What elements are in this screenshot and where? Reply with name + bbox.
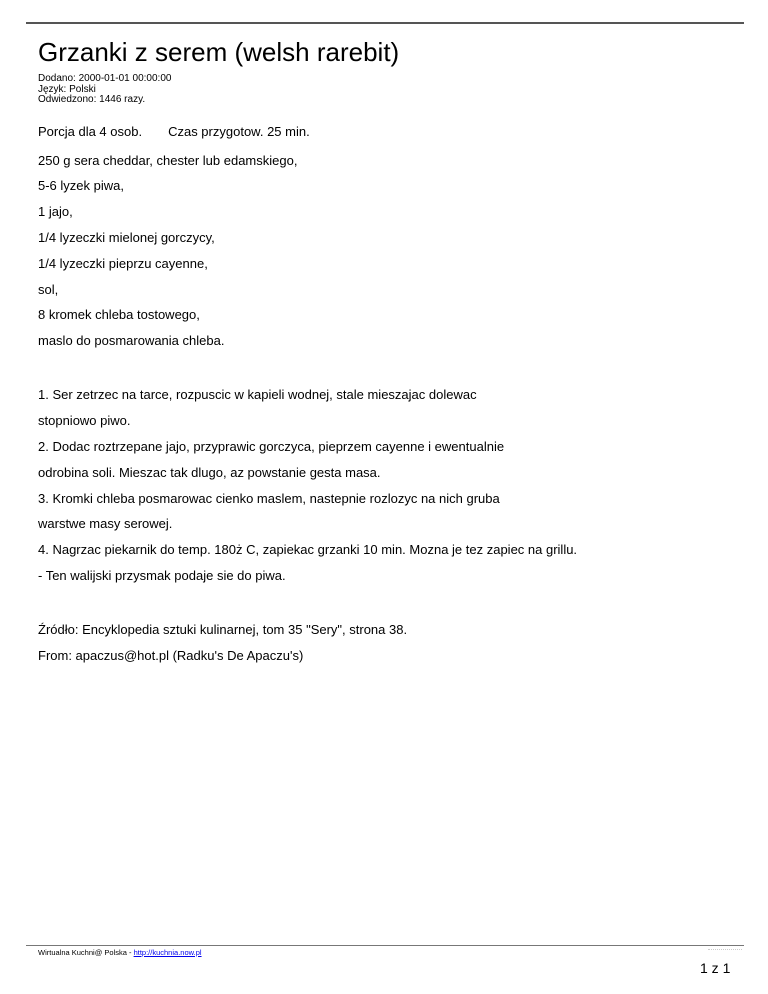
top-divider [26,22,744,24]
footer-site-name: Wirtualna Kuchni@ Polska - [38,948,134,957]
footer [38,948,202,957]
meta-visits: Odwiedzono: 1446 razy. [38,94,146,105]
recipe-meta [38,74,171,106]
ingredient-line: 1/4 lyzeczki mielonej gorczycy, [38,230,215,245]
ingredient-line: 250 g sera cheddar, chester lub edamskiego, [38,153,298,168]
step-line: 1. Ser zetrzec na tarce, rozpuscic w kapieli wodnej, stale mieszajac dolewac [38,387,477,402]
ingredient-line: maslo do posmarowania chleba. [38,333,225,348]
page-number: 1 z 1 [700,960,731,976]
footer-faint-mark [708,949,742,950]
footer-divider [26,945,744,946]
ingredient-line: 1/4 lyzeczki pieprzu cayenne, [38,256,208,271]
step-line: warstwe masy serowej. [38,516,173,531]
step-line: 3. Kromki chleba posmarowac cienko maslem, nastepnie rozlozyc na nich gruba [38,491,500,506]
step-line: odrobina soli. Mieszac tak dlugo, az powstanie gesta masa. [38,465,381,480]
source-citation: Źródło: Encyklopedia sztuki kulinarnej, tom 35 "Sery", strona 38. [38,622,408,637]
ingredient-line: 1 jajo, [38,204,73,219]
meta-added: Dodano: 2000-01-01 00:00:00 [38,73,172,84]
step-line: - Ten walijski przysmak podaje sie do piwa. [38,568,286,583]
page-title: Grzanki z serem (welsh rarebit) [38,37,400,67]
ingredient-line: 8 kromek chleba tostowego, [38,307,200,322]
meta-language: Język: Polski [38,83,96,95]
step-line: 4. Nagrzac piekarnik do temp. 180ż C, zapiekac grzanki 10 min. Mozna je tez zapiec na grillu. [38,542,578,557]
author-contact: From: apaczus@hot.pl (Radku's De Apaczu's) [38,648,304,663]
step-line: stopniowo piwo. [38,413,131,428]
serving-time: Czas przygotow. 25 min. [168,124,310,139]
step-line: 2. Dodac roztrzepane jajo, przyprawic gorczyca, pieprzem cayenne i ewentualnie [38,439,505,454]
ingredient-line: 5-6 lyzek piwa, [38,178,124,193]
serving-portion: Porcja dla 4 osob. [38,124,143,139]
serving-info [38,124,310,140]
footer-site-link[interactable]: http://kuchnia.now.pl [133,948,202,957]
ingredient-line: sol, [38,282,59,297]
